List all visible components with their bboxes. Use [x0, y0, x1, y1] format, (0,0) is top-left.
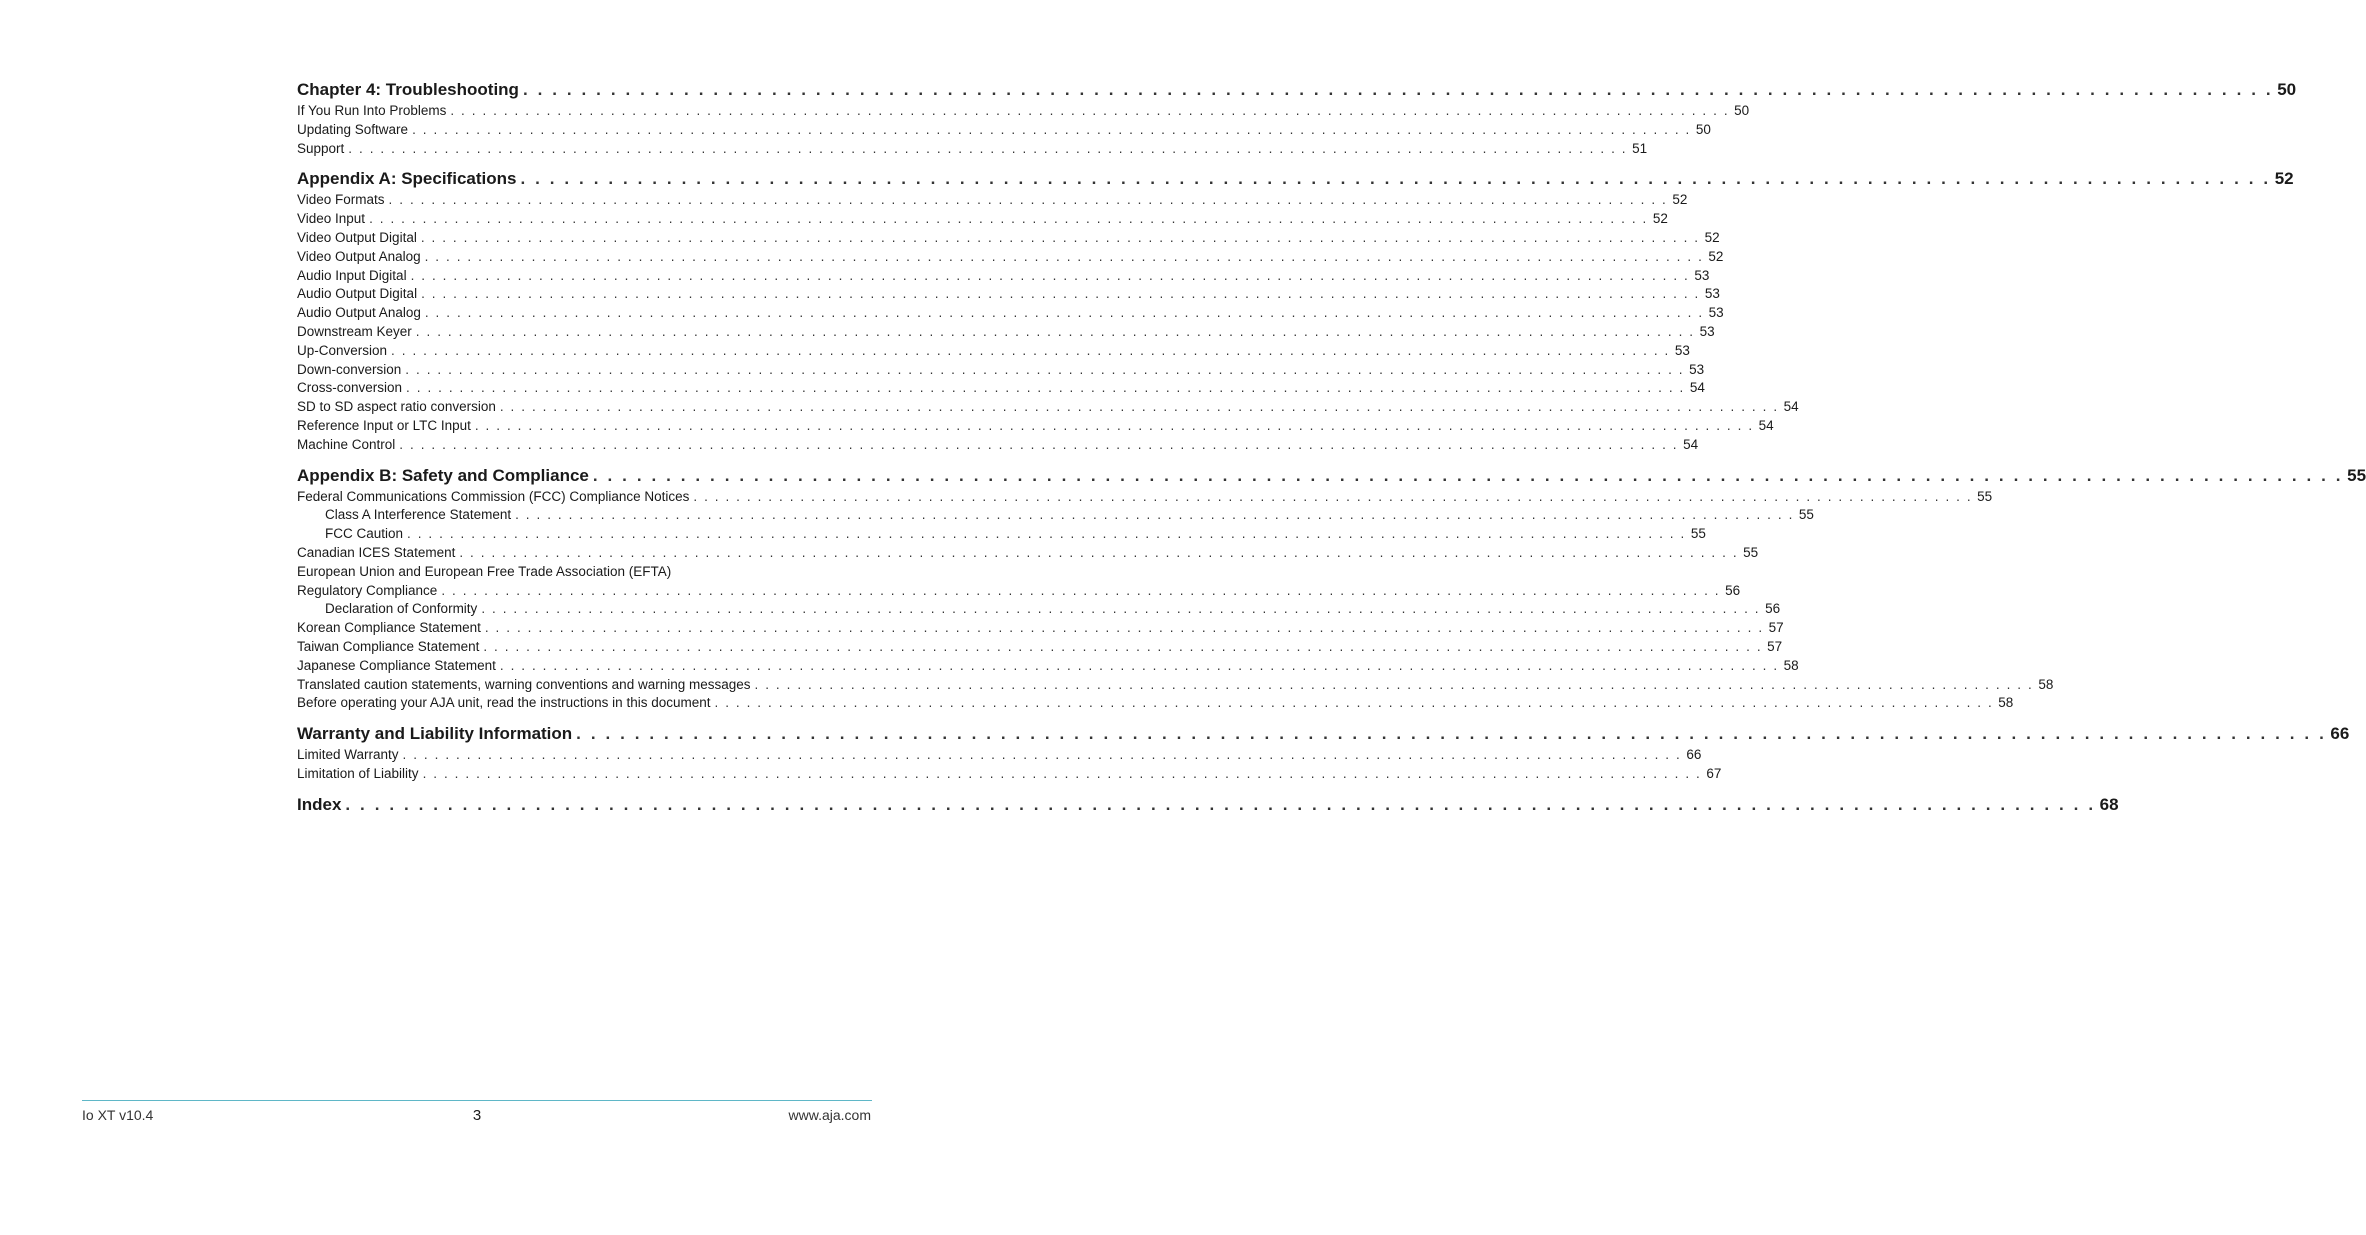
- toc-entry-page-number: 55: [1743, 544, 1759, 560]
- toc-entry[interactable]: [297, 361, 1705, 380]
- toc-entry-title: Regulatory Compliance: [297, 582, 438, 598]
- dot-leader: . . . . . . . . . . . . . . . . . . . . . . . . . . . . . . . . . . . . . . . . . . . . . . . . . . . . . . . . . . . . . . . . . . . . . . . . . . . . . . . . . . . . . . . . . . . . . . . . . . . . . . . . . . . . . . . . . . . . . . . .: [522, 80, 2274, 99]
- toc-entry-page-number: 54: [1683, 436, 1699, 452]
- toc-entry-page-number: 55: [1690, 526, 1706, 542]
- dot-leader: . . . . . . . . . . . . . . . . . . . . . . . . . . . . . . . . . . . . . . . . . . . . . . . . . . . . . . . . . . . . . . . . . . . . . . . . . . . . . . . . . . . . . . . . . . . . . . . . . . . . . . . . . . . . . . . . . . . . . . . .: [345, 794, 2096, 814]
- toc-entry[interactable]: [297, 229, 1720, 248]
- toc-heading-title: Warranty and Liability Information: [297, 724, 573, 744]
- dot-leader: . . . . . . . . . . . . . . . . . . . . . . . . . . . . . . . . . . . . . . . . . . . . . . . . . . . . . . . . . . . . . . . . . . . . . . . . . . . . . . . . . . . . . . . . . . . . . . . . . . . . . . . . . . . . . . . . . . . . . . . .: [348, 140, 1628, 156]
- dot-leader: . . . . . . . . . . . . . . . . . . . . . . . . . . . . . . . . . . . . . . . . . . . . . . . . . . . . . . . . . . . . . . . . . . . . . . . . . . . . . . . . . . . . . . . . . . . . . . . . . . . . . . . . . . . . . . . . . . . . . . . .: [369, 211, 1648, 227]
- toc-entry[interactable]: [297, 544, 1759, 563]
- toc-section: [297, 722, 2350, 784]
- dot-leader: . . . . . . . . . . . . . . . . . . . . . . . . . . . . . . . . . . . . . . . . . . . . . . . . . . . . . . . . . . . . . . . . . . . . . . . . . . . . . . . . . . . . . . . . . . . . . . . . . . . . . . . . . . . . . . . . . . . . . . . .: [754, 676, 2034, 692]
- dot-leader: . . . . . . . . . . . . . . . . . . . . . . . . . . . . . . . . . . . . . . . . . . . . . . . . . . . . . . . . . . . . . . . . . . . . . . . . . . . . . . . . . . . . . . . . . . . . . . . . . . . . . . . . . . . . . . . . . . . . . . . .: [693, 488, 1973, 504]
- dot-leader: . . . . . . . . . . . . . . . . . . . . . . . . . . . . . . . . . . . . . . . . . . . . . . . . . . . . . . . . . . . . . . . . . . . . . . . . . . . . . . . . . . . . . . . . . . . . . . . . . . . . . . . . . . . . . . . . . . . . . . . .: [474, 417, 1754, 433]
- toc-heading-page-number: 55: [2347, 465, 2366, 485]
- toc-entry-title: European Union and European Free Trade Association (EFTA): [297, 563, 672, 579]
- dot-leader: . . . . . . . . . . . . . . . . . . . . . . . . . . . . . . . . . . . . . . . . . . . . . . . . . . . . . . . . . . . . . . . . . . . . . . . . . . . . . . . . . . . . . . . . . . . . . . . . . . . . . . . . . . . . . . . . . . . . . . . .: [592, 465, 2344, 485]
- dot-leader: . . . . . . . . . . . . . . . . . . . . . . . . . . . . . . . . . . . . . . . . . . . . . . . . . . . . . . . . . . . . . . . . . . . . . . . . . . . . . . . . . . . . . . . . . . . . . . . . . . . . . . . . . . . . . . . . . . . . . . . .: [714, 695, 1994, 711]
- toc-heading[interactable]: [297, 464, 2366, 488]
- toc-entry-page-number: 52: [1708, 248, 1724, 264]
- toc-entry[interactable]: [297, 304, 1724, 323]
- toc-entry-page-number: 52: [1704, 229, 1720, 245]
- toc-heading[interactable]: [297, 793, 2119, 817]
- toc-entry-title: If You Run Into Problems: [297, 103, 447, 118]
- toc-entry-page-number: 50: [1695, 121, 1711, 137]
- toc-entry-title: Class A Interference Statement: [325, 507, 512, 523]
- dot-leader: . . . . . . . . . . . . . . . . . . . . . . . . . . . . . . . . . . . . . . . . . . . . . . . . . . . . . . . . . . . . . . . . . . . . . . . . . . . . . . . . . . . . . . . . . . . . . . . . . . . . . . . . . . . . . . . . . . . . . . . .: [499, 399, 1779, 415]
- toc-entry-title: Before operating your AJA unit, read the instructions in this document: [297, 695, 711, 711]
- toc-entry-page-number: 57: [1767, 638, 1783, 654]
- toc-heading[interactable]: [297, 722, 2350, 746]
- toc-heading-page-number: 50: [2277, 80, 2297, 99]
- toc-entry-title: Korean Compliance Statement: [297, 620, 481, 636]
- toc-heading-page-number: 52: [2274, 169, 2294, 189]
- dot-leader: . . . . . . . . . . . . . . . . . . . . . . . . . . . . . . . . . . . . . . . . . . . . . . . . . . . . . . . . . . . . . . . . . . . . . . . . . . . . . . . . . . . . . . . . . . . . . . . . . . . . . . . . . . . . . . . . . . . . . . . .: [410, 267, 1690, 283]
- toc-entry-title: Limited Warranty: [297, 747, 399, 763]
- toc-entry-title: Declaration of Conformity: [325, 601, 478, 617]
- toc-entry[interactable]: [297, 436, 1699, 455]
- dot-leader: . . . . . . . . . . . . . . . . . . . . . . . . . . . . . . . . . . . . . . . . . . . . . . . . . . . . . . . . . . . . . . . . . . . . . . . . . . . . . . . . . . . . . . . . . . . . . . . . . . . . . . . . . . . . . . . . . . . . . . . .: [422, 765, 1702, 781]
- toc-heading-page-number: 68: [2099, 794, 2119, 814]
- toc-entry[interactable]: [297, 638, 1783, 657]
- toc-entry[interactable]: [297, 765, 1722, 784]
- dot-leader: . . . . . . . . . . . . . . . . . . . . . . . . . . . . . . . . . . . . . . . . . . . . . . . . . . . . . . . . . . . . . . . . . . . . . . . . . . . . . . . . . . . . . . . . . . . . . . . . . . . . . . . . . . . . . . . . . . . . . . . .: [459, 544, 1739, 560]
- dot-leader: . . . . . . . . . . . . . . . . . . . . . . . . . . . . . . . . . . . . . . . . . . . . . . . . . . . . . . . . . . . . . . . . . . . . . . . . . . . . . . . . . . . . . . . . . . . . . . . . . . . . . . . . . . . . . . . . . . . . . . . .: [391, 342, 1670, 358]
- dot-leader: . . . . . . . . . . . . . . . . . . . . . . . . . . . . . . . . . . . . . . . . . . . . . . . . . . . . . . . . . . . . . . . . . . . . . . . . . . . . . . . . . . . . . . . . . . . . . . . . . . . . . . . . . . . . . . . . . . . . . . . .: [420, 229, 1700, 245]
- toc-entry[interactable]: [297, 121, 1711, 140]
- dot-leader: . . . . . . . . . . . . . . . . . . . . . . . . . . . . . . . . . . . . . . . . . . . . . . . . . . . . . . . . . . . . . . . . . . . . . . . . . . . . . . . . . . . . . . . . . . . . . . . . . . . . . . . . . . . . . . . . . . . . . . . .: [415, 323, 1695, 339]
- dot-leader: . . . . . . . . . . . . . . . . . . . . . . . . . . . . . . . . . . . . . . . . . . . . . . . . . . . . . . . . . . . . . . . . . . . . . . . . . . . . . . . . . . . . . . . . . . . . . . . . . . . . . . . . . . . . . . . . . . . . . . . .: [481, 601, 1761, 617]
- toc-entry[interactable]: [297, 417, 1774, 436]
- dot-leader: . . . . . . . . . . . . . . . . . . . . . . . . . . . . . . . . . . . . . . . . . . . . . . . . . . . . . . . . . . . . . . . . . . . . . . . . . . . . . . . . . . . . . . . . . . . . . . . . . . . . . . . . . . . . . . . . . . . . . . . .: [484, 620, 1764, 636]
- toc-entry-page-number: 58: [1998, 695, 2014, 711]
- toc-entry[interactable]: [297, 285, 1720, 304]
- toc-entry[interactable]: [297, 398, 1799, 417]
- toc-entry-page-number: 57: [1768, 620, 1784, 636]
- toc-entry-page-number: 53: [1708, 305, 1724, 321]
- toc-entry[interactable]: [297, 582, 1741, 601]
- dot-leader: . . . . . . . . . . . . . . . . . . . . . . . . . . . . . . . . . . . . . . . . . . . . . . . . . . . . . . . . . . . . . . . . . . . . . . . . . . . . . . . . . . . . . . . . . . . . . . . . . . . . . . . . . . . . . . . . . . . . . . . .: [424, 305, 1704, 321]
- toc-entry-title: Audio Input Digital: [297, 267, 407, 283]
- toc-entry-title: SD to SD aspect ratio conversion: [297, 399, 496, 415]
- toc-entry-title: Support: [297, 140, 345, 156]
- dot-leader: . . . . . . . . . . . . . . . . . . . . . . . . . . . . . . . . . . . . . . . . . . . . . . . . . . . . . . . . . . . . . . . . . . . . . . . . . . . . . . . . . . . . . . . . . . . . . . . . . . . . . . . . . . . . . . . . . . . . . . . .: [412, 121, 1691, 137]
- toc-entry-page-number: 56: [1765, 601, 1781, 617]
- toc-entry[interactable]: [297, 488, 1993, 507]
- toc-entry-title: Limitation of Liability: [297, 765, 419, 781]
- toc-entry-page-number: 55: [1977, 488, 1993, 504]
- toc-entry[interactable]: [297, 600, 1781, 619]
- toc-entry[interactable]: [297, 506, 1814, 525]
- toc-heading-page-number: 66: [2330, 724, 2350, 744]
- toc-entry-page-number: 58: [1783, 657, 1799, 673]
- dot-leader: . . . . . . . . . . . . . . . . . . . . . . . . . . . . . . . . . . . . . . . . . . . . . . . . . . . . . . . . . . . . . . . . . . . . . . . . . . . . . . . . . . . . . . . . . . . . . . . . . . . . . . . . . . . . . . . . . . . . . . . .: [406, 380, 1685, 396]
- toc-entry-page-number: 54: [1783, 399, 1799, 415]
- toc-entry-page-number: 50: [1734, 103, 1750, 118]
- toc-entry-title: Canadian ICES Statement: [297, 544, 456, 560]
- toc-entry[interactable]: [297, 694, 2014, 713]
- dot-leader: . . . . . . . . . . . . . . . . . . . . . . . . . . . . . . . . . . . . . . . . . . . . . . . . . . . . . . . . . . . . . . . . . . . . . . . . . . . . . . . . . . . . . . . . . . . . . . . . . . . . . . . . . . . . . . . . . . . . . . . .: [407, 526, 1686, 542]
- toc-entry[interactable]: [297, 102, 1750, 121]
- toc-entry-title: Down-conversion: [297, 361, 402, 377]
- dot-leader: . . . . . . . . . . . . . . . . . . . . . . . . . . . . . . . . . . . . . . . . . . . . . . . . . . . . . . . . . . . . . . . . . . . . . . . . . . . . . . . . . . . . . . . . . . . . . . . . . . . . . . . . . . . . . . . . . . . . . . . .: [441, 582, 1721, 598]
- footer-page-number: 3: [472, 1107, 482, 1124]
- dot-leader: . . . . . . . . . . . . . . . . . . . . . . . . . . . . . . . . . . . . . . . . . . . . . . . . . . . . . . . . . . . . . . . . . . . . . . . . . . . . . . . . . . . . . . . . . . . . . . . . . . . . . . . . . . . . . . . . . . . . . . . .: [483, 638, 1763, 654]
- toc-entry-title: FCC Caution: [325, 526, 404, 542]
- toc-entry-title: Taiwan Compliance Statement: [297, 638, 480, 654]
- toc-heading-title: Appendix A: Specifications: [297, 169, 517, 189]
- toc-entry-page-number: 53: [1694, 267, 1710, 283]
- toc-entry-title: Reference Input or LTC Input: [297, 417, 471, 433]
- dot-leader: . . . . . . . . . . . . . . . . . . . . . . . . . . . . . . . . . . . . . . . . . . . . . . . . . . . . . . . . . . . . . . . . . . . . . . . . . . . . . . . . . . . . . . . . . . . . . . . . . . . . . . . . . . . . . . . . . . . . . . . .: [576, 724, 2327, 744]
- toc-entry-title: Video Input: [297, 211, 366, 227]
- footer-product-version: Io XT v10.4: [82, 1107, 154, 1123]
- toc-entry-page-number: 53: [1674, 342, 1690, 358]
- toc-entry-title: Cross-conversion: [297, 380, 403, 396]
- toc-entry-page-number: 56: [1725, 582, 1741, 598]
- dot-leader: . . . . . . . . . . . . . . . . . . . . . . . . . . . . . . . . . . . . . . . . . . . . . . . . . . . . . . . . . . . . . . . . . . . . . . . . . . . . . . . . . . . . . . . . . . . . . . . . . . . . . . . . . . . . . . . . . . . . . . . .: [388, 192, 1668, 208]
- toc-entry-title: Video Output Analog: [297, 248, 421, 264]
- toc-section: [297, 793, 2119, 817]
- toc-entry-title: Japanese Compliance Statement: [297, 657, 496, 673]
- toc-entry[interactable]: [297, 619, 1784, 638]
- toc-entry[interactable]: [297, 342, 1690, 361]
- toc-entry-title: Video Output Digital: [297, 229, 417, 245]
- toc-entry-page-number: 54: [1758, 417, 1774, 433]
- toc-entry-title: Video Formats: [297, 192, 385, 208]
- toc-entry-page-number: 66: [1686, 747, 1702, 763]
- toc-entry[interactable]: [297, 676, 2054, 695]
- toc-entry-title: Audio Output Analog: [297, 305, 421, 321]
- toc-entry-page-number: 67: [1706, 765, 1722, 781]
- toc-heading-title: Chapter 4: Troubleshooting: [297, 80, 519, 99]
- toc-heading[interactable]: [297, 78, 2297, 102]
- toc-entry-title: Translated caution statements, warning conventions and warning messages: [297, 676, 751, 692]
- toc-entry[interactable]: [297, 191, 1688, 210]
- toc-entry-title: Updating Software: [297, 121, 409, 137]
- toc-entry-title: Federal Communications Commission (FCC) Compliance Notices: [297, 488, 690, 504]
- toc-entry-page-number: 53: [1699, 323, 1715, 339]
- toc-entry-page-number: 52: [1672, 192, 1688, 208]
- toc-entry[interactable]: [297, 210, 1668, 229]
- toc-entry[interactable]: [297, 323, 1715, 342]
- toc-entry-page-number: 58: [2038, 676, 2054, 692]
- table-of-contents: [297, 78, 2366, 826]
- toc-section: [297, 78, 2297, 158]
- toc-heading-title: Index: [297, 794, 342, 814]
- toc-entry[interactable]: [297, 140, 1648, 159]
- toc-entry-page-number: 52: [1652, 211, 1668, 227]
- toc-heading-title: Appendix B: Safety and Compliance: [297, 465, 589, 485]
- toc-entry-page-number: 55: [1798, 507, 1814, 523]
- toc-entry-title: Audio Output Digital: [297, 286, 418, 302]
- toc-entry-page-number: 53: [1689, 361, 1705, 377]
- toc-entry[interactable]: [297, 267, 1710, 286]
- toc-entry[interactable]: [297, 563, 857, 582]
- footer-divider: [82, 1100, 872, 1101]
- dot-leader: . . . . . . . . . . . . . . . . . . . . . . . . . . . . . . . . . . . . . . . . . . . . . . . . . . . . . . . . . . . . . . . . . . . . . . . . . . . . . . . . . . . . . . . . . . . . . . . . . . . . . . . . . . . . . . . . . . . . . . . .: [450, 103, 1730, 118]
- dot-leader: . . . . . . . . . . . . . . . . . . . . . . . . . . . . . . . . . . . . . . . . . . . . . . . . . . . . . . . . . . . . . . . . . . . . . . . . . . . . . . . . . . . . . . . . . . . . . . . . . . . . . . . . . . . . . . . . . . . . . . . .: [499, 657, 1779, 673]
- toc-section: [297, 464, 2366, 714]
- dot-leader: . . . . . . . . . . . . . . . . . . . . . . . . . . . . . . . . . . . . . . . . . . . . . . . . . . . . . . . . . . . . . . . . . . . . . . . . . . . . . . . . . . . . . . . . . . . . . . . . . . . . . . . . . . . . . . . . . . . . . . . .: [405, 361, 1685, 377]
- toc-entry[interactable]: [297, 657, 1799, 676]
- dot-leader: . . . . . . . . . . . . . . . . . . . . . . . . . . . . . . . . . . . . . . . . . . . . . . . . . . . . . . . . . . . . . . . . . . . . . . . . . . . . . . . . . . . . . . . . . . . . . . . . . . . . . . . . . . . . . . . . . . . . . . . .: [520, 169, 2271, 189]
- toc-entry[interactable]: [297, 746, 1702, 765]
- toc-entry-title: Up-Conversion: [297, 342, 388, 358]
- footer-website-link[interactable]: www.aja.com: [788, 1107, 871, 1123]
- dot-leader: . . . . . . . . . . . . . . . . . . . . . . . . . . . . . . . . . . . . . . . . . . . . . . . . . . . . . . . . . . . . . . . . . . . . . . . . . . . . . . . . . . . . . . . . . . . . . . . . . . . . . . . . . . . . . . . . . . . . . . . .: [402, 747, 1682, 763]
- toc-heading[interactable]: [297, 167, 2294, 191]
- dot-leader: . . . . . . . . . . . . . . . . . . . . . . . . . . . . . . . . . . . . . . . . . . . . . . . . . . . . . . . . . . . . . . . . . . . . . . . . . . . . . . . . . . . . . . . . . . . . . . . . . . . . . . . . . . . . . . . . . . . . . . . .: [515, 507, 1794, 523]
- dot-leader: . . . . . . . . . . . . . . . . . . . . . . . . . . . . . . . . . . . . . . . . . . . . . . . . . . . . . . . . . . . . . . . . . . . . . . . . . . . . . . . . . . . . . . . . . . . . . . . . . . . . . . . . . . . . . . . . . . . . . . . .: [421, 286, 1700, 302]
- toc-entry[interactable]: [297, 525, 1706, 544]
- toc-section: [297, 167, 2294, 454]
- dot-leader: . . . . . . . . . . . . . . . . . . . . . . . . . . . . . . . . . . . . . . . . . . . . . . . . . . . . . . . . . . . . . . . . . . . . . . . . . . . . . . . . . . . . . . . . . . . . . . . . . . . . . . . . . . . . . . . . . . . . . . . .: [399, 436, 1679, 452]
- toc-entry-title: Machine Control: [297, 436, 396, 452]
- toc-entry[interactable]: [297, 248, 1724, 267]
- dot-leader: . . . . . . . . . . . . . . . . . . . . . . . . . . . . . . . . . . . . . . . . . . . . . . . . . . . . . . . . . . . . . . . . . . . . . . . . . . . . . . . . . . . . . . . . . . . . . . . . . . . . . . . . . . . . . . . . . . . . . . . .: [424, 248, 1704, 264]
- toc-entry[interactable]: [297, 379, 1705, 398]
- toc-entry-page-number: 53: [1704, 286, 1720, 302]
- toc-entry-page-number: 54: [1689, 380, 1705, 396]
- toc-entry-page-number: 51: [1632, 140, 1648, 156]
- toc-entry-title: Downstream Keyer: [297, 323, 412, 339]
